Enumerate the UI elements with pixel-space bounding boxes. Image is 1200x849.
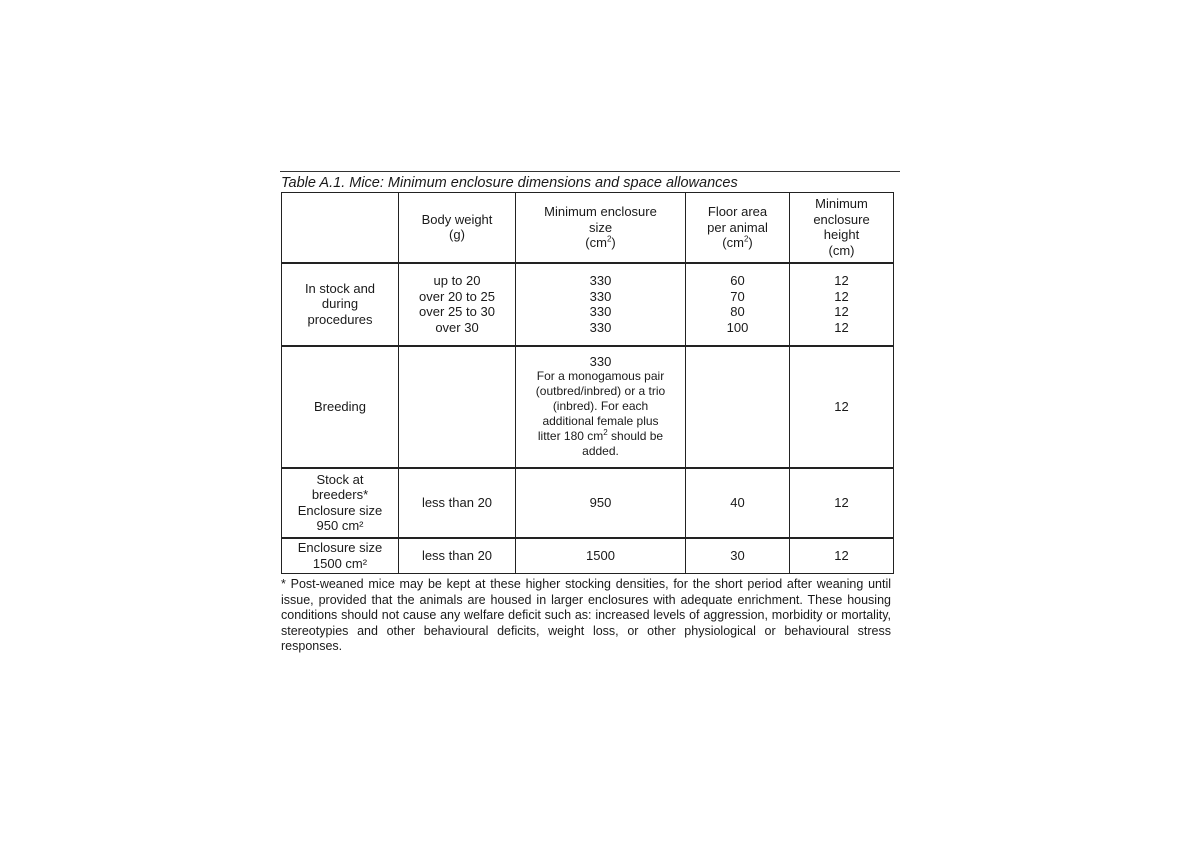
row-label-stock: In stock and during procedures [282, 263, 399, 346]
cell-enclosure-size: 1500 [516, 538, 686, 574]
cell-breeding-size: 330 For a monogamous pair (outbred/inbred) or a trio (inbred). For each additional female plus litter 180 $cm^2$ should be added. [516, 346, 686, 468]
row-label-breeders-950: Stock at breeders* Enclosure size 950 cm² [282, 468, 399, 538]
cell-breeding-floor [686, 346, 790, 468]
table-row-breeding [282, 346, 894, 468]
cell-breeding-body-weight [399, 346, 516, 468]
cell-body-weight: less than 20 [399, 468, 516, 538]
cell-floor-areas: 60 70 80 100 [686, 263, 790, 346]
table-caption: Table A.1. Mice: Minimum enclosure dimensions and space allowances [281, 175, 738, 191]
table-row-stock [282, 263, 894, 346]
cell-body-weights: up to 20 over 20 to 25 over 25 to 30 over 30 [399, 263, 516, 346]
cell-enclosure-sizes: 330 330 330 330 [516, 263, 686, 346]
table-row-breeders-950 [282, 468, 894, 538]
table-top-rule [280, 171, 900, 172]
cell-floor-area: 40 [686, 468, 790, 538]
cell-height: 12 [790, 468, 894, 538]
table-footnote: * Post-weaned mice may be kept at these higher stocking densities, for the short period after weaning until issue, provided that the animals are housed in larger enclosures with adequate enrichment. These housing conditions should not cause any welfare deficit such as: increased levels of aggression, morbidity or mortality, stereotypies and other behavioural deficits, weight loss, or other physiological or behavioural stress responses. [281, 577, 891, 653]
cell-body-weight: less than 20 [399, 538, 516, 574]
row-label-breeders-1500: Enclosure size 1500 cm² [282, 538, 399, 574]
row-label-breeding: Breeding [282, 346, 399, 468]
header-floor-area: Floor area per animal $(cm^2)$ [686, 193, 790, 263]
mice-enclosure-table [281, 192, 894, 574]
cell-enclosure-size: 950 [516, 468, 686, 538]
header-body-weight: Body weight (g) [399, 193, 516, 263]
cell-height: 12 [790, 538, 894, 574]
cell-heights: 12 12 12 12 [790, 263, 894, 346]
cell-floor-area: 30 [686, 538, 790, 574]
header-min-height: Minimum enclosure height (cm) [790, 193, 894, 263]
header-min-enclosure-size: Minimum enclosure size $(cm^2)$ [516, 193, 686, 263]
table-row-breeders-1500 [282, 538, 894, 574]
header-empty-cell [282, 193, 399, 263]
cell-breeding-height: 12 [790, 346, 894, 468]
header-row [282, 193, 894, 263]
